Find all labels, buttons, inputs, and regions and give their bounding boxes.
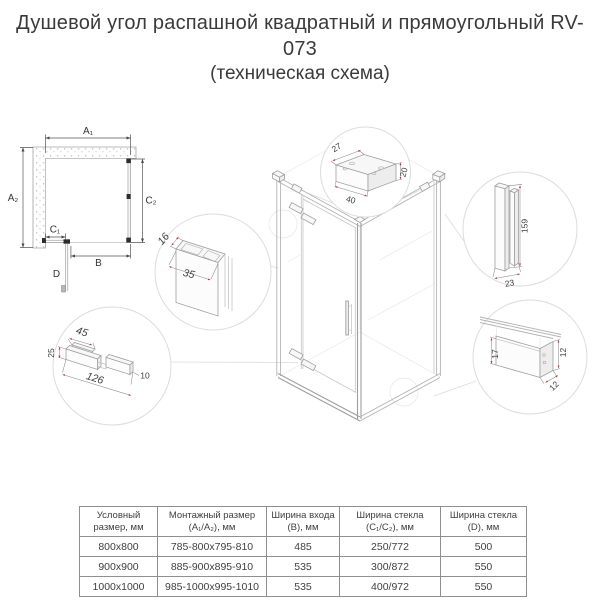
col-header-entry-width: Ширина входа (B), мм xyxy=(267,507,340,537)
bottom-rail-right xyxy=(360,374,440,422)
cell: 535 xyxy=(267,557,340,577)
plan-view xyxy=(8,126,157,292)
size-table xyxy=(79,506,527,597)
dim-hinge-height2: 25 xyxy=(46,348,56,358)
wall-bracket-right xyxy=(420,182,431,191)
door-hinge-bottom xyxy=(287,349,317,371)
dim-c2-label: C₂ xyxy=(145,195,157,207)
detail-hinge-profile xyxy=(463,172,577,289)
dim-rail-depth: 12 xyxy=(546,378,561,393)
wall-post-left xyxy=(277,178,281,376)
dim-hinge-thickness: 10 xyxy=(140,370,150,381)
cell: 900x900 xyxy=(80,557,158,577)
dim-hinge-height: 159 xyxy=(519,218,530,234)
open-door xyxy=(66,244,68,292)
glass-reflections xyxy=(288,231,438,320)
cell: 800x800 xyxy=(80,537,158,557)
dim-bracket-depth: 27 xyxy=(329,140,344,155)
cell: 300/872 xyxy=(340,557,441,577)
dim-hinge-plate: 45 xyxy=(74,324,90,340)
dim-hinge-width: 23 xyxy=(503,277,516,289)
detail-door-hinge xyxy=(46,307,171,425)
dim-d-label: D xyxy=(52,269,61,280)
dim-rail-height: 12 xyxy=(558,347,568,358)
dim-bracket-height: 20 xyxy=(397,166,410,179)
title-line-1: Душевой угол распашной квадратный и прямоугольный RV-073 xyxy=(16,12,584,60)
cell: 1000x1000 xyxy=(80,577,158,597)
wall-post-right xyxy=(437,178,441,376)
table-row xyxy=(80,577,527,597)
dim-profile-width: 35 xyxy=(181,266,196,282)
cell: 985-1000x995-1010 xyxy=(158,577,267,597)
cell: 550 xyxy=(441,557,527,577)
table-row xyxy=(80,537,527,557)
cell: 550 xyxy=(441,577,527,597)
door-hinge-stile xyxy=(301,195,303,370)
glass-fixed-c1 xyxy=(46,240,67,242)
cell: 535 xyxy=(267,577,340,597)
dim-b-label: B xyxy=(95,258,102,269)
dim-profile-thickness: 16 xyxy=(155,230,173,248)
cell: 500 xyxy=(441,537,527,557)
col-header-mounting-size: Монтажный размер (A₁/A₂), мм xyxy=(158,507,267,537)
dim-a1-label: A₁ xyxy=(82,126,94,137)
bottom-rail-left xyxy=(278,374,360,422)
wall-bracket-left xyxy=(291,184,302,193)
wall-band xyxy=(33,147,136,248)
corner-post xyxy=(358,223,362,419)
dim-a2-label: A₂ xyxy=(7,193,19,204)
table-header-row xyxy=(80,507,527,537)
glass-highlight-1 xyxy=(269,210,297,238)
dim-hinge-length: 126 xyxy=(84,370,106,387)
dim-bracket-width: 40 xyxy=(344,193,357,206)
table-row xyxy=(80,557,527,577)
post-cap-left xyxy=(273,171,285,182)
post-cap-right xyxy=(433,171,445,182)
door-handle xyxy=(346,301,352,335)
cell: 785-800x795-810 xyxy=(158,537,267,557)
door-knob xyxy=(62,286,66,293)
col-header-glass-width-d: Ширина стекла (D), мм xyxy=(441,507,527,537)
cell: 400/972 xyxy=(340,577,441,597)
cell: 885-900x895-910 xyxy=(158,557,267,577)
detail-bottom-rail xyxy=(473,300,587,414)
detail-wall-bracket xyxy=(321,127,411,217)
cell: 485 xyxy=(267,537,340,557)
col-header-glass-width-c: Ширина стекла (C₁/C₂), мм xyxy=(340,507,441,537)
cell: 250/772 xyxy=(340,537,441,557)
title-line-2: (техническая схема) xyxy=(210,63,390,84)
dim-c1-label: C₁ xyxy=(49,224,61,236)
glass-right xyxy=(128,159,130,243)
col-header-nominal-size: Условный размер, мм xyxy=(80,507,158,537)
dim-rail-glass-height: 17 xyxy=(490,349,500,359)
detail-wall-profile xyxy=(155,214,271,330)
